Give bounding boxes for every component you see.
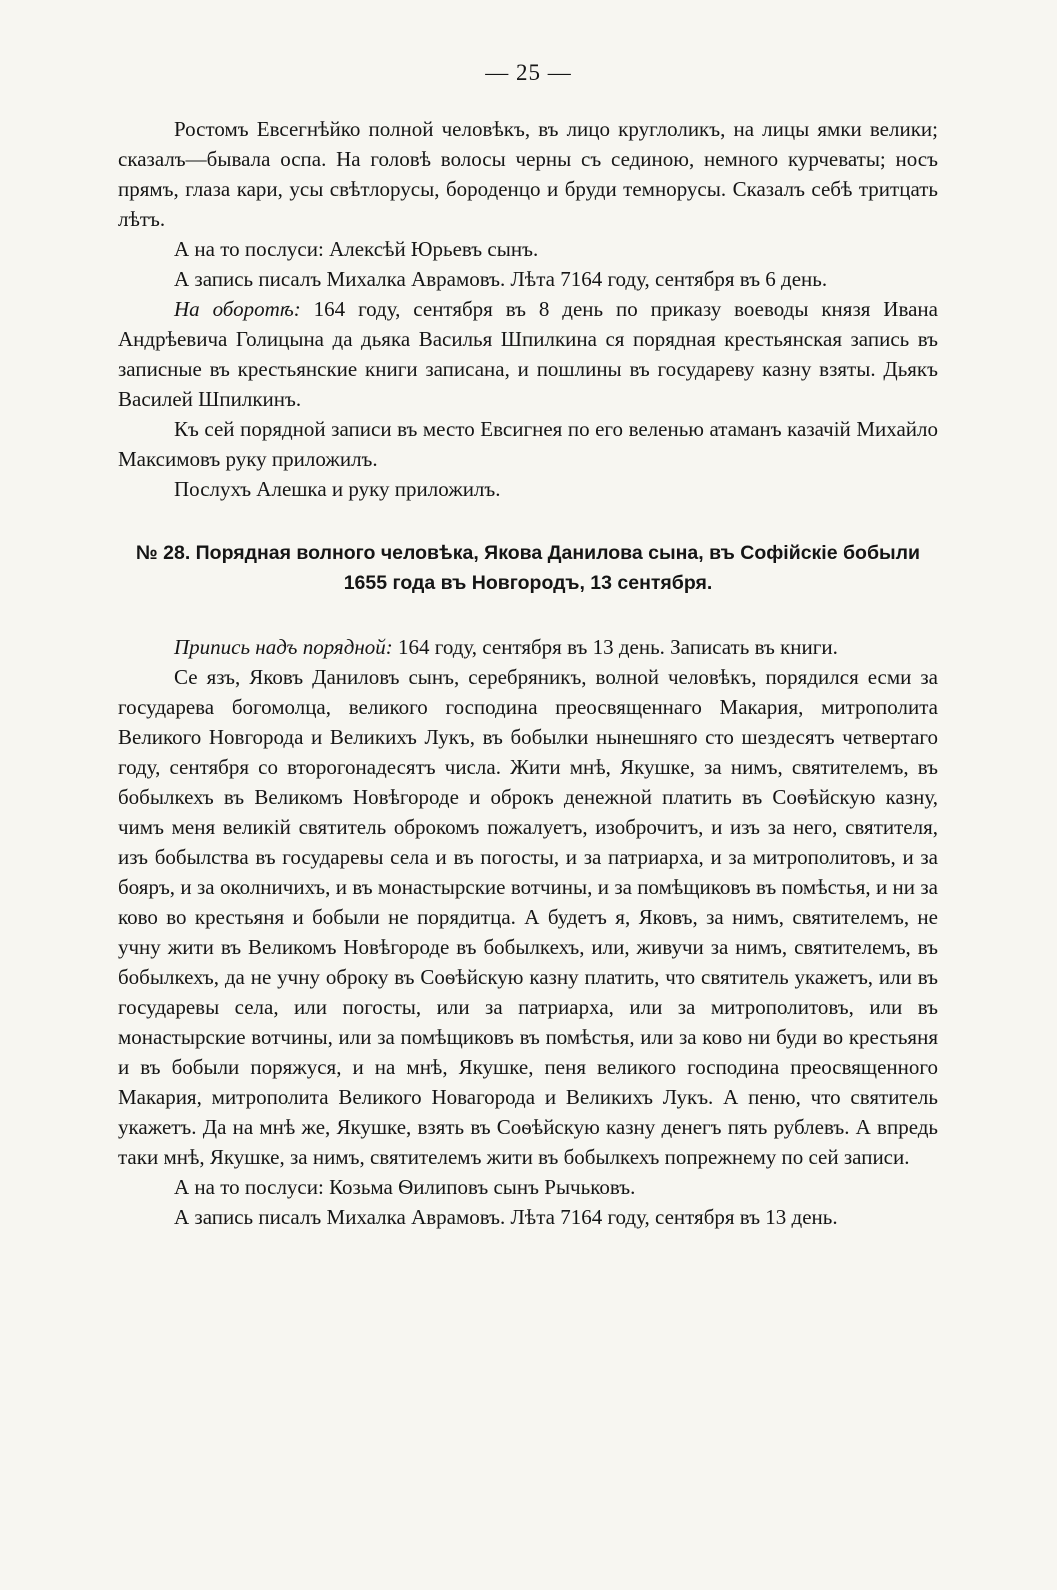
paragraph-preface-note <box>118 632 938 662</box>
paragraph-witnesses-2: А на то послуси: Козьма Ѳилиповъ сынъ Рычьковъ. <box>174 1175 636 1199</box>
paragraph-signature: Къ сей порядной записи въ место Евсигнея по его веленью атаманъ казачій Михайло Максимовъ руку приложилъ. <box>118 417 938 471</box>
paragraph-scribe: А запись писалъ Михалка Аврамовъ. Лѣта 7164 году, сентября въ 6 день. <box>174 267 828 291</box>
paragraph-reverse-note <box>118 294 938 414</box>
paragraph-description: Ростомъ Евсегнѣйко полной человѣкъ, въ лицо круглоликъ, на лицы ямки велики; сказалъ—бывала оспа. На головѣ волосы черны съ сединою, немного курчеваты; носъ прямъ, глаза кари, усы свѣтлорусы, бороденцо и бруди темнорусы. Сказалъ себѣ тритцать лѣтъ. <box>118 117 938 231</box>
paragraph-scribe-2: А запись писалъ Михалка Аврамовъ. Лѣта 7164 году, сентября въ 13 день. <box>174 1205 838 1229</box>
page-number: — 25 — <box>485 60 572 85</box>
reverse-label: На оборотѣ: <box>174 297 301 321</box>
paragraph-witness-signature: Послухъ Алешка и руку приложилъ. <box>174 477 501 501</box>
paragraph-contract-text: Се язъ, Яковъ Даниловъ сынъ, серебряникъ, волной человѣкъ, порядился есми за государева богомолца, великого господина преосвященнаго Макария, митрополита Великого Новгорода и Великихъ Лукъ, въ бобылки нынешняго сто шездесятъ четвертаго году, сентября со второгонадесятъ числа. Жити мнѣ, Якушке, за нимъ, святителемъ, въ бобылкехъ въ Великомъ Новѣгороде и оброкъ денежной платить въ Соѳѣйскую казну, чимъ меня великій святитель оброкомъ пожалуетъ, изоброчитъ, и изъ за него, святителя, изъ бобылства въ государевы села и въ погосты, и за патриарха, и за митрополитовъ, и за бояръ, и за околничихъ, и въ монастырские вотчины, и за помѣщиковъ въ помѣстья, и ни за ково во крестьяня и бобыли не порядитца. А будетъ я, Яковъ, за нимъ, святителемъ, не учну жити въ Великомъ Новѣгороде въ бобылкехъ, или, живучи за нимъ, святителемъ, въ бобылкехъ, да не учну оброку въ Соѳѣйскую казну платить, что святитель укажетъ, или въ государевы села, или погосты, или за патриарха, или за митрополитовъ, или въ монастырские вотчины, или за помѣщиковъ въ помѣстья, или за ково ни буди во крестьяня и въ бобыли поряжуся, и на мнѣ, Якушке, пеня великого господина преосвященного Макария, митрополита Великого Новагорода и Великихъ Лукъ. А пеню, что святитель укажетъ. Да на мнѣ же, Якушке, взять въ Соѳѣйскую казну денегъ пять рублевъ. А впредь таки мнѣ, Якушке, за нимъ, святителемъ жити въ бобылкехъ попрежнему по сей записи. <box>118 665 938 1169</box>
paragraph-witnesses: А на то послуси: Алексѣй Юрьевъ сынъ. <box>174 237 539 261</box>
reverse-text: 164 году, сентября въ 8 день по приказу воеводы князя Ивана Андрѣевича Голицына да дьяка Василья Шпилкина ся порядная крестьянская запись въ записные въ крестьянские книги записана, и пошлины въ государеву казну взяты. Дьякъ Василей Шпилкинъ. <box>118 297 938 411</box>
preface-label: Припись надъ порядной: <box>174 635 393 659</box>
document-heading: № 28. Порядная волного человѣка, Якова Данилова сына, въ Софійскіе бобыли 1655 года въ Новгородъ, 13 сентября. <box>135 542 921 594</box>
document-body <box>118 114 938 1232</box>
preface-text: 164 году, сентября въ 13 день. Записать въ книги. <box>392 635 838 659</box>
